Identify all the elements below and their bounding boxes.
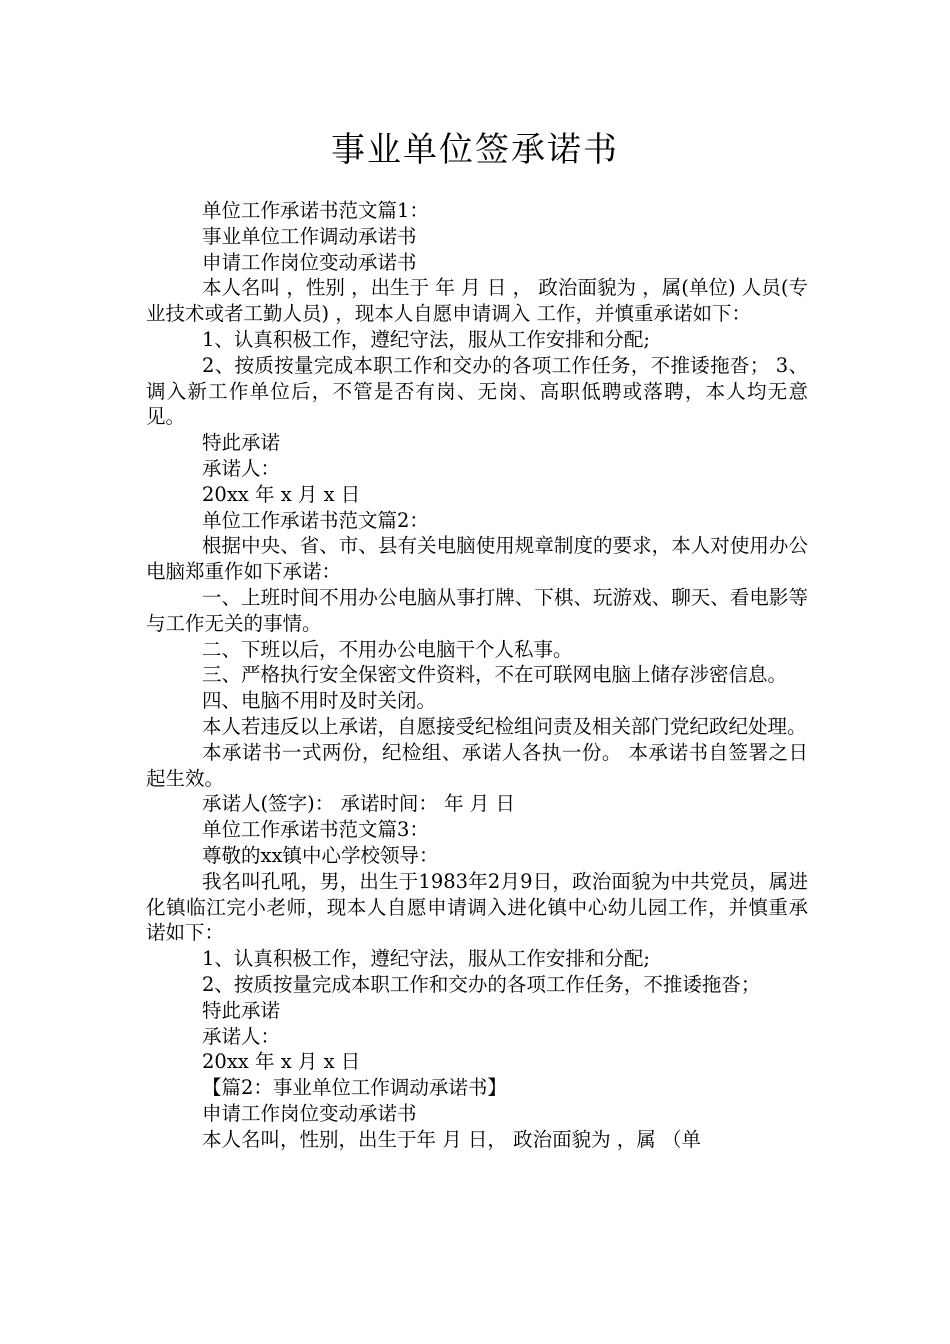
paragraph: 事业单位工作调动承诺书: [202, 224, 417, 248]
paragraph: 三、严格执行安全保密文件资料，不在可联网电脑上储存涉密信息。: [202, 663, 788, 687]
paragraph: 承诺人：: [202, 1024, 281, 1048]
document-title: 事业单位签承诺书: [331, 130, 619, 170]
paragraph: 承诺人(签字)： 承诺时间： 年 月 日: [202, 792, 516, 816]
paragraph: 本人若违反以上承诺，自愿接受纪检组问责及相关部门党纪政纪处理。: [202, 714, 807, 738]
paragraph: 四、电脑不用时及时关闭。: [202, 689, 437, 713]
paragraph: 根据中央、省、市、县有关电脑使用规章制度的要求，本人对使用办公电脑郑重作如下承诺：: [146, 534, 808, 584]
paragraph: 特此承诺: [202, 431, 281, 455]
paragraph: 一、上班时间不用办公电脑从事打牌、下棋、玩游戏、聊天、看电影等与工作无关的事情。: [146, 585, 808, 635]
paragraph: 尊敬的xx镇中心学校领导：: [202, 843, 439, 867]
paragraph: 单位工作承诺书范文篇2：: [202, 508, 429, 532]
paragraph: 20xx 年 x 月 x 日: [202, 1050, 361, 1074]
paragraph: 【篇2：事业单位工作调动承诺书】: [202, 1076, 507, 1100]
paragraph: 我名叫孔吼，男，出生于1983年2月9日，政治面貌为中共党员，属进化镇临江完小老师，现本人自愿申请调入进化镇中心幼儿园工作，并慎重承诺如下：: [146, 869, 808, 945]
paragraph: 2、按质按量完成本职工作和交办的各项工作任务，不推诿拖沓； 3、调入新工作单位后，不管是否有岗、无岗、高职低聘或落聘，本人均无意见。: [146, 353, 808, 429]
paragraph: 本承诺书一式两份，纪检组、承诺人各执一份。 本承诺书自签署之日起生效。: [146, 740, 808, 790]
document-body: [146, 198, 808, 1152]
paragraph: 本人名叫 ，性别 ，出生于 年 月 日 ， 政治面貌为 ，属(单位) 人员(专业技术或者工勤人员) ，现本人自愿申请调入 工作，并慎重承诺如下：: [146, 276, 808, 326]
paragraph: 本人名叫，性别，出生于年 月 日， 政治面貌为 ，属 （单: [202, 1127, 701, 1151]
paragraph: 20xx 年 x 月 x 日: [202, 482, 361, 506]
paragraph: 申请工作岗位变动承诺书: [202, 1101, 417, 1125]
paragraph: 单位工作承诺书范文篇3：: [202, 818, 429, 842]
paragraph: 1、认真积极工作，遵纪守法，服从工作安排和分配;: [202, 327, 650, 351]
paragraph: 承诺人：: [202, 456, 281, 480]
paragraph: 特此承诺: [202, 998, 281, 1022]
paragraph: 申请工作岗位变动承诺书: [202, 250, 417, 274]
paragraph: 2、按质按量完成本职工作和交办的各项工作任务，不推诿拖沓；: [202, 972, 761, 996]
paragraph: 二、下班以后，不用办公电脑干个人私事。: [202, 637, 573, 661]
paragraph: 1、认真积极工作，遵纪守法，服从工作安排和分配;: [202, 947, 650, 971]
paragraph: 单位工作承诺书范文篇1：: [202, 199, 429, 222]
